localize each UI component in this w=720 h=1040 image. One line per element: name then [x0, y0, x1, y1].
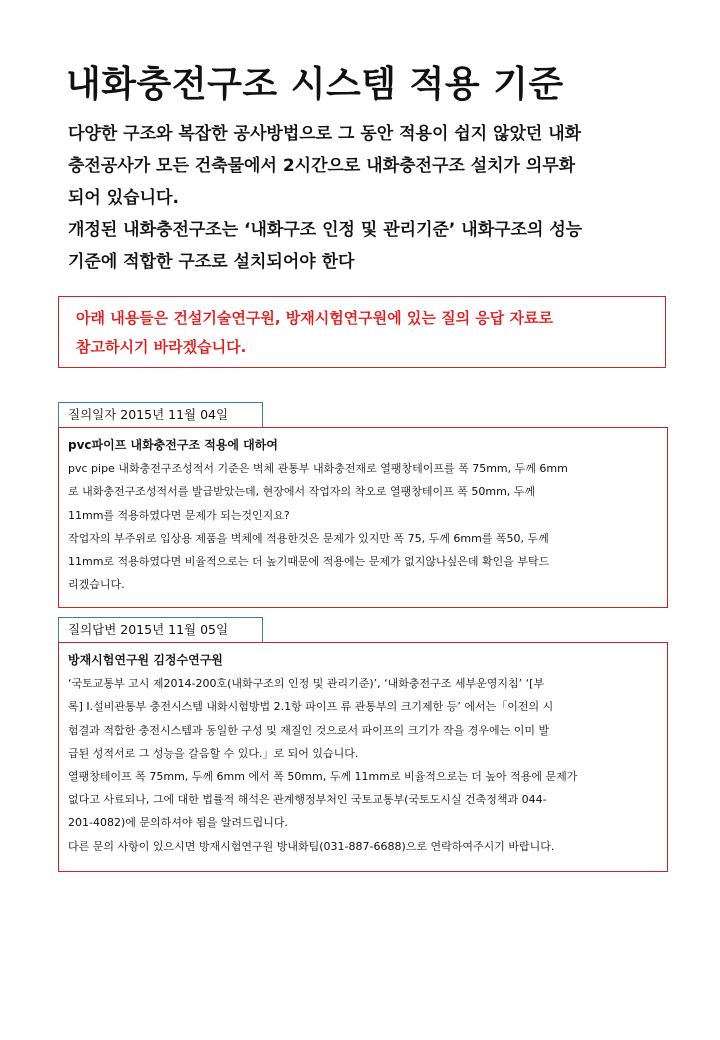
answer-line: 급된 성적서로 그 성능을 갈음할 수 있다.」로 되어 있습니다.: [68, 746, 359, 760]
intro-line: 충전공사가 모든 건축물에서 2시간으로 내화충전구조 설치가 의무화: [68, 156, 576, 176]
inquiry-line: 작업자의 부주위로 입상용 제품을 벽체에 적용한것은 문제가 있지만 폭 75, 두께 6mm를 폭50, 두께: [68, 531, 549, 545]
answer-date-tab: 질의답변 2015년 11월 05일: [58, 617, 263, 642]
intro-text: [68, 118, 678, 278]
inquiry-heading: pvc파이프 내화충전구조 적용에 대하여: [68, 438, 278, 452]
answer-line: 열팽창테이프 폭 75mm, 두께 6mm 에서 폭 50mm, 두께 11mm로 비율적으로는 더 높아 적용에 문제가: [68, 770, 578, 784]
answer-box: [58, 642, 668, 872]
inquiry-date-tab: 질의일자 2015년 11월 04일: [58, 402, 263, 427]
notice-box: [58, 296, 666, 368]
notice-line: 참고하시기 바라겠습니다.: [76, 338, 247, 356]
intro-line: 되어 있습니다.: [68, 188, 179, 208]
inquiry-line: 로 내화충전구조성적서를 발급받았는데, 현장에서 작업자의 착오로 열팽창테이프 폭 50mm, 두께: [68, 485, 536, 499]
inquiry-line: 리겠습니다.: [68, 578, 125, 592]
inquiry-box: [58, 427, 668, 608]
answer-line: 록] Ⅰ.설비관통부 충전시스템 내화시험방법 2.1항 파이프 류 관통부의 크기제한 등’ 에서는「이전의 시: [68, 700, 554, 714]
intro-line: 개정된 내화충전구조는 ‘내화구조 인정 및 관리기준’ 내화구조의 성능: [68, 220, 583, 240]
answer-line: 험결과 적합한 충전시스템과 동일한 구성 및 재질인 것으로서 파이프의 크기가 작을 경우에는 이미 발: [68, 723, 550, 737]
answer-line: 201-4082)에 문의하셔야 됨을 알려드립니다.: [68, 816, 288, 830]
inquiry-line: 11mm를 적용하였다면 문제가 되는것인지요?: [68, 508, 290, 522]
intro-line: 다양한 구조와 복잡한 공사방법으로 그 동안 적용이 쉽지 않았던 내화: [68, 124, 582, 144]
answer-line: 없다고 사료되나, 그에 대한 법률적 해석은 관계행정부처인 국토교통부(국토도시실 건축정책과 044-: [68, 793, 547, 807]
inquiry-line: pvc pipe 내화충전구조성적서 기준은 벽체 관통부 내화충전재로 열팽창테이프를 폭 75mm, 두께 6mm: [68, 462, 568, 476]
answer-heading: 방재시험연구원 김정수연구원: [68, 653, 223, 667]
inquiry-line: 11mm로 적용하였다면 비율적으로는 더 높기때문에 적용에는 문제가 없지않나싶은데 확인을 부탁드: [68, 555, 550, 569]
notice-line: 아래 내용들은 건설기술연구원, 방재시험연구원에 있는 질의 응답 자료로: [76, 309, 553, 327]
answer-line: ‘국토교통부 고시 제2014-200호(내화구조의 인정 및 관리기준)’, ‘내화충전구조 세부운영지침’ ‘[부: [68, 677, 545, 691]
answer-line: 다른 문의 사항이 있으시면 방재시험연구원 방내화팀(031-887-6688)으로 연락하여주시기 바랍니다.: [68, 839, 555, 853]
page-title: 내화충전구조 시스템 적용 기준: [66, 64, 564, 105]
intro-line: 기준에 적합한 구조로 설치되어야 한다: [68, 252, 355, 272]
